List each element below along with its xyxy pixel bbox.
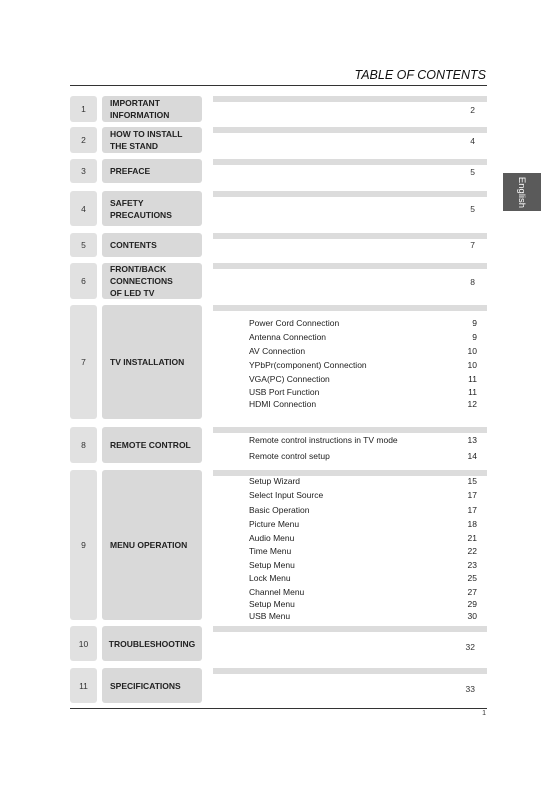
toc-item[interactable]: Setup Menu 29 (249, 599, 477, 609)
toc-section-troubleshooting[interactable] (70, 626, 487, 661)
section-band (213, 159, 487, 165)
section-page: 4 (470, 136, 475, 146)
section-number: 4 (70, 191, 97, 226)
section-page: 33 (465, 684, 475, 694)
section-band (213, 263, 487, 269)
toc-section-preface[interactable] (70, 159, 487, 183)
toc-section-tv-installation[interactable] (70, 305, 487, 419)
page-title: TABLE OF CONTENTS (354, 68, 486, 82)
section-band (213, 127, 487, 133)
toc-item[interactable]: Remote control setup 14 (249, 451, 477, 461)
section-number: 7 (70, 305, 97, 419)
toc-item[interactable]: Picture Menu 18 (249, 519, 477, 529)
toc-item[interactable]: Channel Menu 27 (249, 587, 477, 597)
toc-item[interactable]: Time Menu 22 (249, 546, 477, 556)
section-band (213, 668, 487, 674)
toc-item[interactable]: Antenna Connection 9 (249, 332, 477, 342)
toc-section-remote-control[interactable] (70, 427, 487, 463)
section-label: SPECIFICATIONS (102, 668, 202, 703)
section-number: 1 (70, 96, 97, 122)
toc-item[interactable]: Lock Menu 25 (249, 573, 477, 583)
toc-section-front-back-connections[interactable] (70, 263, 487, 299)
section-number: 2 (70, 127, 97, 153)
toc-item[interactable]: USB Menu 30 (249, 611, 477, 621)
toc-item[interactable]: AV Connection 10 (249, 346, 477, 356)
section-label: REMOTE CONTROL (102, 427, 202, 463)
toc-item[interactable]: Remote control instructions in TV mode 13 (249, 435, 477, 445)
footer-rule (70, 708, 487, 709)
section-band (213, 305, 487, 311)
toc-item[interactable]: Select Input Source 17 (249, 490, 477, 500)
section-label: HOW TO INSTALL THE STAND (102, 127, 202, 153)
section-label: TV INSTALLATION (102, 305, 202, 419)
toc-section-install-stand[interactable] (70, 127, 487, 153)
section-label: SAFETY PRECAUTIONS (102, 191, 202, 226)
toc-section-important-information[interactable] (70, 96, 487, 122)
toc-item[interactable]: YPbPr(component) Connection 10 (249, 360, 477, 370)
toc-section-contents[interactable] (70, 233, 487, 257)
section-band (213, 626, 487, 632)
section-band (213, 427, 487, 433)
section-band (213, 96, 487, 102)
section-number: 11 (70, 668, 97, 703)
section-page: 8 (470, 277, 475, 287)
section-label: TROUBLESHOOTING (102, 626, 202, 661)
section-number: 6 (70, 263, 97, 299)
section-number: 3 (70, 159, 97, 183)
toc-item[interactable]: Power Cord Connection 9 (249, 318, 477, 328)
section-number: 10 (70, 626, 97, 661)
section-page: 7 (470, 240, 475, 250)
section-number: 5 (70, 233, 97, 257)
toc-section-specifications[interactable] (70, 668, 487, 703)
toc-item[interactable]: HDMI Connection 12 (249, 399, 477, 409)
section-page: 32 (465, 642, 475, 652)
toc-item[interactable]: VGA(PC) Connection 11 (249, 374, 477, 384)
toc-item[interactable]: Basic Operation 17 (249, 505, 477, 515)
toc-item[interactable]: Setup Menu 23 (249, 560, 477, 570)
section-label: PREFACE (102, 159, 202, 183)
section-page: 2 (470, 105, 475, 115)
section-band (213, 233, 487, 239)
section-band (213, 191, 487, 197)
section-label: CONTENTS (102, 233, 202, 257)
footer-page-number: 1 (482, 710, 486, 717)
section-label: MENU OPERATION (102, 470, 202, 620)
toc-item[interactable]: Audio Menu 21 (249, 533, 477, 543)
section-label: IMPORTANT INFORMATION (102, 96, 202, 122)
section-number: 9 (70, 470, 97, 620)
language-tab (503, 173, 541, 211)
section-page: 5 (470, 204, 475, 214)
header-rule (70, 85, 487, 86)
toc-section-safety-precautions[interactable] (70, 191, 487, 226)
section-number: 8 (70, 427, 97, 463)
section-page: 5 (470, 167, 475, 177)
toc-item[interactable]: Setup Wizard 15 (249, 476, 477, 486)
language-tab-label: English (516, 176, 528, 208)
toc-section-menu-operation[interactable] (70, 470, 487, 620)
section-label: FRONT/BACK CONNECTIONS OF LED TV (102, 263, 202, 299)
toc-item[interactable]: USB Port Function 11 (249, 387, 477, 397)
